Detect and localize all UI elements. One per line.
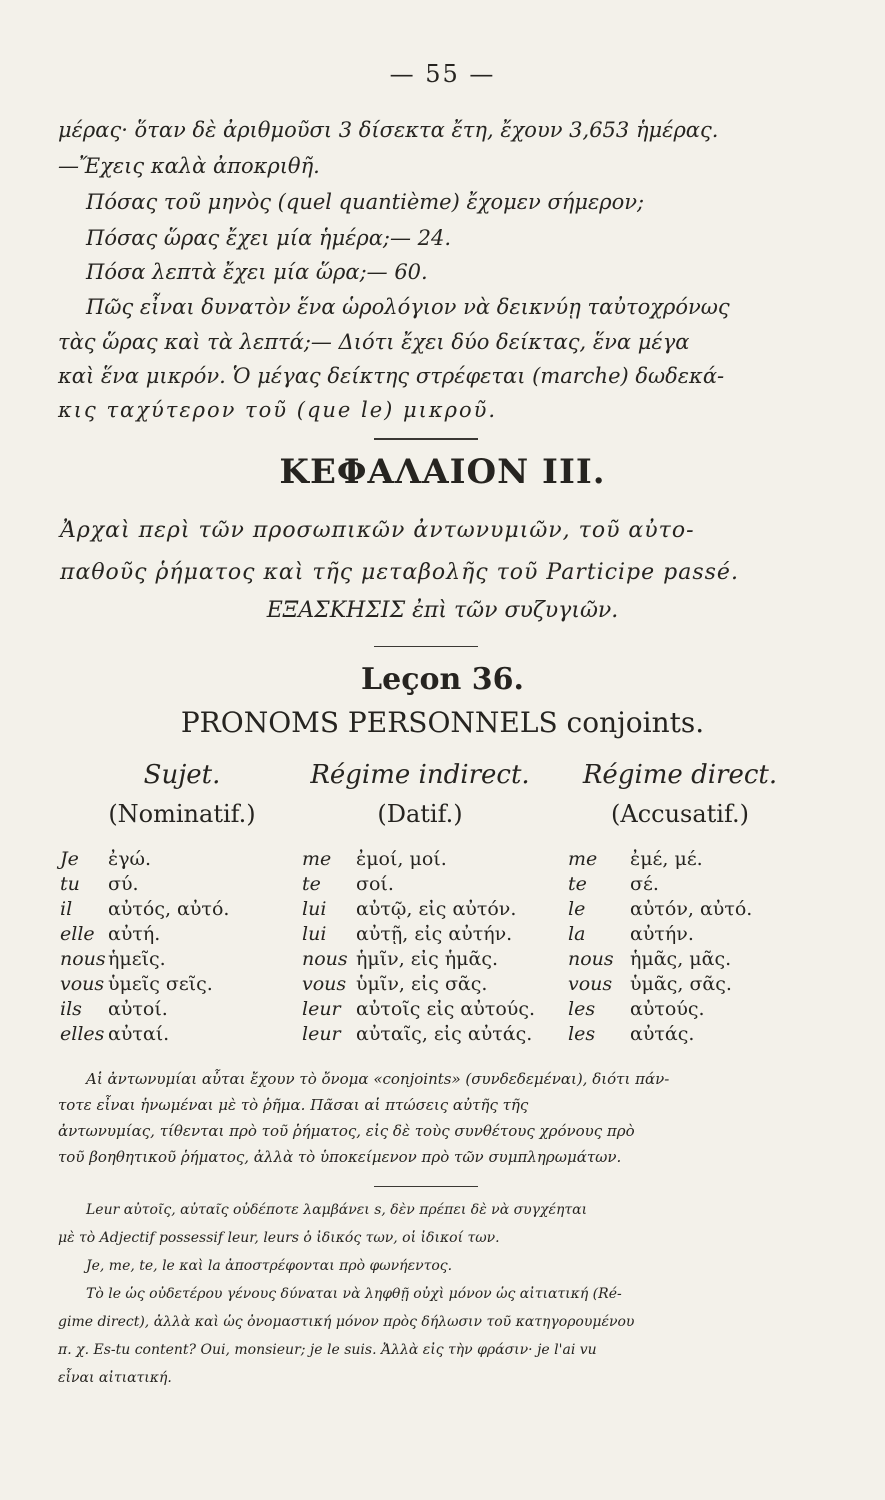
column-head-sujet: Sujet. bbox=[143, 760, 221, 790]
text-line: Πόσα λεπτὰ ἔχει μία ὥρα;— 60. bbox=[86, 260, 428, 284]
table-row: vous ὑμᾶς, σᾶς. bbox=[568, 973, 732, 995]
note-line: εἶναι αἰτιατική. bbox=[58, 1370, 172, 1386]
table-row: Je ἐγώ. bbox=[60, 848, 152, 870]
column-sub-accusatif: (Accusatif.) bbox=[611, 800, 749, 828]
table-row: elle αὐτή. bbox=[60, 923, 161, 945]
table-row: la αὐτήν. bbox=[568, 923, 694, 945]
table-row: te σοί. bbox=[302, 873, 394, 895]
text-line: μέρας· ὅταν δὲ ἀριθμοῦσι 3 δίσεκτα ἔτη, ἔχουν 3,653 ἡμέρας. bbox=[58, 118, 719, 142]
note-line: Αἱ ἀντωνυμίαι αὗται ἔχουν τὸ ὄνομα «conjoints» (συνδεδεμέναι), διότι πάν- bbox=[86, 1070, 670, 1088]
note-line: gime direct), ἀλλὰ καὶ ὡς ὀνομαστική μόνον πρὸς δήλωσιν τοῦ κατηγορουμένου bbox=[58, 1314, 635, 1330]
column-sub-nominatif: (Nominatif.) bbox=[108, 800, 256, 828]
chapter-title: ΚΕΦΑΛΑΙΟΝ III. bbox=[279, 452, 606, 492]
exercise-heading: ΕΞΑΣΚΗΣΙΣ ἐπὶ τῶν συζυγιῶν. bbox=[266, 598, 619, 623]
table-row: les αὐτούς. bbox=[568, 998, 705, 1020]
text-line: Πόσας τοῦ μηνὸς (quel quantième) ἔχομεν σήμερον; bbox=[86, 190, 645, 214]
table-row: nous ἡμεῖς. bbox=[60, 948, 166, 970]
column-head-datif: Régime indirect. bbox=[310, 760, 530, 790]
table-row: le αὐτόν, αὐτό. bbox=[568, 898, 753, 920]
table-row: me ἐμέ, μέ. bbox=[568, 848, 703, 870]
note-line: μὲ τὸ Adjectif possessif leur, leurs ὁ ἰδικός των, οἱ ἰδικοί των. bbox=[58, 1230, 500, 1246]
divider bbox=[374, 646, 478, 647]
page-number: — 55 — bbox=[389, 60, 496, 88]
table-row: te σέ. bbox=[568, 873, 659, 895]
column-head-accusatif: Régime direct. bbox=[582, 760, 778, 790]
text-line: κις ταχύτερον τοῦ (que le) μικροῦ. bbox=[58, 398, 498, 422]
note-line: τοτε εἶναι ἡνωμέναι μὲ τὸ ῥῆμα. Πᾶσαι αἱ πτώσεις αὐτῆς τῆς bbox=[58, 1096, 529, 1114]
text-line: καὶ ἕνα μικρόν. Ὁ μέγας δείκτης στρέφεται (marche) δωδεκά- bbox=[58, 364, 725, 388]
divider bbox=[374, 438, 478, 440]
column-sub-datif: (Datif.) bbox=[377, 800, 463, 828]
chapter-subtitle-line: παθοῦς ῥήματος καὶ τῆς μεταβολῆς τοῦ Participe passé. bbox=[60, 560, 739, 585]
text-line: Πόσας ὥρας ἔχει μία ἡμέρα;— 24. bbox=[86, 226, 452, 250]
table-row: vous ὑμεῖς σεῖς. bbox=[60, 973, 213, 995]
table-row: lui αὐτῷ, εἰς αὐτόν. bbox=[302, 898, 517, 920]
chapter-subtitle-line: Ἀρχαὶ περὶ τῶν προσωπικῶν ἀντωνυμιῶν, τοῦ αὐτο- bbox=[60, 518, 695, 543]
table-row: leur αὐτοῖς εἰς αὐτούς. bbox=[302, 998, 535, 1020]
table-row: elles αὐταί. bbox=[60, 1023, 170, 1045]
table-row: nous ἡμᾶς, μᾶς. bbox=[568, 948, 732, 970]
table-row: tu σύ. bbox=[60, 873, 139, 895]
table-row: vous ὑμῖν, εἰς σᾶς. bbox=[302, 973, 488, 995]
divider bbox=[374, 1186, 478, 1187]
table-row: nous ἡμῖν, εἰς ἡμᾶς. bbox=[302, 948, 499, 970]
table-row: leur αὐταῖς, εἰς αὐτάς. bbox=[302, 1023, 533, 1045]
table-row: les αὐτάς. bbox=[568, 1023, 695, 1045]
table-row: lui αὐτῇ, εἰς αὐτήν. bbox=[302, 923, 513, 945]
note-line: π. χ. Es-tu content? Oui, monsieur; je le suis. Ἀλλὰ εἰς τὴν φράσιν· je l'ai vu bbox=[58, 1342, 597, 1358]
text-line: —Ἔχεις καλὰ ἀποκριθῆ. bbox=[58, 154, 320, 178]
text-line: Πῶς εἶναι δυνατὸν ἕνα ὡρολόγιον νὰ δεικνύῃ ταὐτοχρόνως bbox=[86, 295, 730, 319]
text-line: τὰς ὥρας καὶ τὰ λεπτά;— Διότι ἔχει δύο δείκτας, ἕνα μέγα bbox=[58, 330, 690, 354]
note-line: Τὸ le ὡς οὐδετέρου γένους δύναται νὰ ληφθῇ οὐχὶ μόνον ὡς αἰτιατική (Ré- bbox=[86, 1286, 622, 1302]
pronoms-heading: PRONOMS PERSONNELS conjoints. bbox=[180, 706, 705, 739]
table-row: ils αὐτοί. bbox=[60, 998, 168, 1020]
note-line: τοῦ βοηθητικοῦ ῥήματος, ἀλλὰ τὸ ὑποκείμενον πρὸ τῶν συμπληρωμάτων. bbox=[58, 1148, 622, 1166]
table-row: me ἐμοί, μοί. bbox=[302, 848, 447, 870]
table-row: il αὐτός, αὐτό. bbox=[60, 898, 230, 920]
note-line: ἀντωνυμίας, τίθενται πρὸ τοῦ ῥήματος, εἰς δὲ τοὺς συνθέτους χρόνους πρὸ bbox=[58, 1122, 635, 1140]
lesson-title: Leçon 36. bbox=[361, 662, 524, 697]
note-line: Leur αὐτοῖς, αὐταῖς οὐδέποτε λαμβάνει s, δὲν πρέπει δὲ νὰ συγχέηται bbox=[86, 1202, 588, 1218]
note-line: Je, me, te, le καὶ la ἀποστρέφονται πρὸ φωνήεντος. bbox=[86, 1258, 453, 1274]
